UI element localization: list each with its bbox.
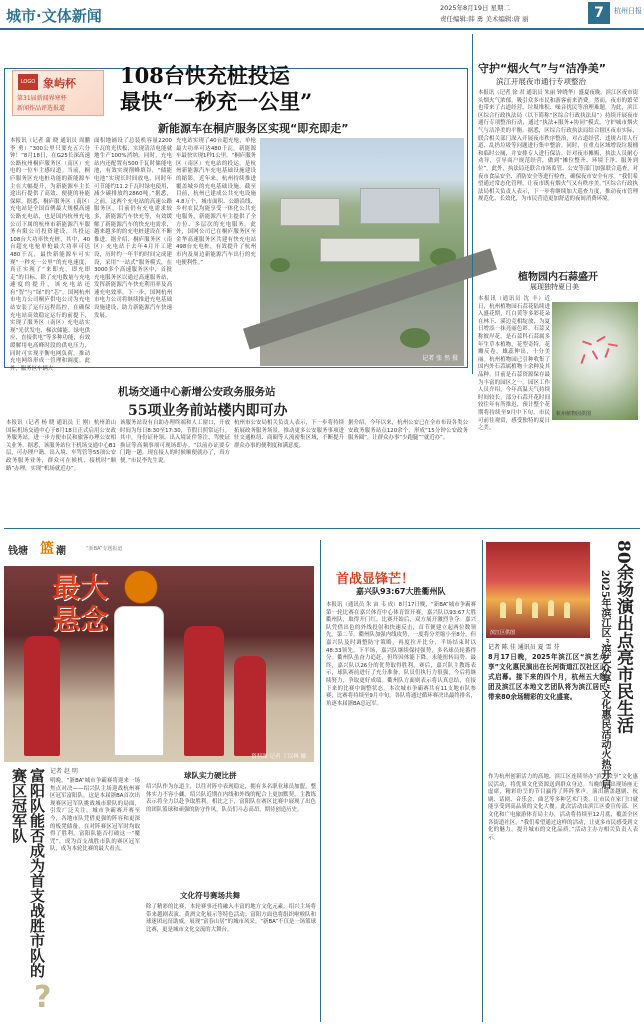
lead-title-line1: 108台快充桩投运 <box>120 63 290 88</box>
page-header <box>0 0 644 30</box>
badge-logo-icon: LOGO <box>18 74 38 90</box>
date-line: 2025年8月19日 星期二 <box>440 4 511 12</box>
kicker-qiantang: 钱塘 <box>8 546 28 557</box>
kicker-special: “新BA”专题报道 <box>86 546 123 552</box>
performance-photo <box>486 542 590 638</box>
paper-name: 杭州日报 <box>614 7 642 15</box>
section-divider <box>4 528 640 529</box>
basketball-reporter: 记者 赵 明 <box>50 768 78 775</box>
award-badge <box>12 70 104 116</box>
night-market-title: 守护“烟火气”与“洁净美” <box>478 62 606 75</box>
kicker-chao: 潮 <box>56 546 66 557</box>
lead-subtitle: 新能源车在桐庐服务区实现“即充即走” <box>158 122 349 135</box>
section-title: 城市·文体新闻 <box>6 7 102 25</box>
airport-column-1: 本报讯（记者 杨 晓 通讯员 王 刚）杭州萧山国际机场交通中心于8月18日正式启用公安政务服务站，进一步方便市民和旅客办理公安相关业务。据悉，该服务站位于机场交通中心B1层，可办理户籍、出入境、车驾管等55项公安政务服务业务，群众可在候机、接机时“顺路”办理，实现“机场就近办”。 <box>6 420 116 472</box>
basketball-mid-column-1: 绍兴队作为东道主，以往对阵中表现稳定，拥有多名职业球员加盟，整体实力不容小觑。绍兴队近期在内线和外线的配合上更加默契，主教练表示将全力以赴争取胜利。相比之下，富阳队在赛区比赛中展现了出色的团队篮球和顽强的防守作风，队员们斗志高昂，期待创造历史。 <box>146 784 316 813</box>
badge-line2: 新闻作品评选报道 <box>17 105 66 112</box>
photo-caption: 记者 张 然 摄 <box>422 355 458 362</box>
basketball-mid-column-2: 除了精彩的比赛，本轮赛事还将融入丰富的地方文化元素。绍兴主场将带来越剧表演、黄酒文化展示等特色活动；富阳方面也将组织啦啦队和球迷团远征助威，展现“富春山居”的城市风采。“新BA”不仅是一场篮球比赛，更是城市文化交流的大舞台。 <box>146 904 316 933</box>
basketball-sub1-title: 球队实力硬比拼 <box>184 771 237 780</box>
first-win-body: 本报讯（通讯员 朱 宙 韦 成）8月17日晚，“新BA”城市争霸赛第一轮比赛在嘉兴体育中心体育馆开赛，嘉兴队以93:67大胜衢州队，取得开门红。比赛开始后，双方展开激烈争夺。嘉兴队凭借出色的外线投射和快速反击，首节便建立起两位数领先。第二节，衢州队加强内线攻势，一度将分差缩小至8分，但嘉兴队及时调整防守策略，再度拉开比分，半场结束时以48:33领先。下半场，嘉兴队继续保持强势，多名球员轮番得分。衢州队虽奋力追赶，但终因体能下降，未能扭转局势。最终，嘉兴队以26分的优势取得胜利。赛后，嘉兴队主教练表示，球队赛前进行了充分准备，队员们执行力很强，今后将继续努力，争取更好成绩。衢州队方面则表示将认真总结，在接下来的比赛中调整状态。本次城市争霸赛共有11支地市队参赛，比赛将持续至9月中旬。各队将通过循环赛决出最终排名，角逐本届浙BA总冠军。 <box>326 602 476 707</box>
performance-subtitle: 2025年滨江区“滨艺众享”文化惠民活动火热开启 <box>599 570 610 790</box>
basketball-icon <box>124 570 158 604</box>
night-market-body: 本报讯（记者 徐 君 通讯员 朱丽 钟晓华）盛夏夜晚，滨江区夜市街头烟火气浓郁，吸引众多市民和游客前来消费。然而，夜市的繁荣也带来了占道经营、垃圾堆积、噪音扰民等治理难题。为此，滨江区综合行政执法局（以下简称“区综合行政执法局”）持续开展夜市通行专项整治行动，通过“执法+服务+协同”模式，守护城市烟火气与洁净美的平衡。据悉，区综合行政执法局结合辖区夜市实际，联合相关部门深入开展夜市秩序整治，对占道经营、违规占用人行道、乱扔垃圾等问题进行集中整治。同时，在重点区域增设垃圾桶和临时公厕，并安排专人进行保洁。针对夜市摊贩，执法人员耐心劝导，引导商户规范经营，做到“摊位整齐、环境干净、服务到位”。此外，执法局还联合市场监管、公安等部门加强联合巡查，对夜市食品安全、消防安全等进行检查，确保夜市安全有序。“我们希望通过常态化管理，让夜市既有烟火气又有秩序美。”区综合行政执法局相关负责人表示，下一步将继续加大巡查力度，推动夜市管理规范化、长效化，为市民营造更加舒适的夜间消费环境。 <box>478 90 638 203</box>
lycoris-photo <box>552 302 638 420</box>
lead-column-3: 充电站实现了40台超充枪，单枪最大功率可达480千瓦，新能源车最快实现1秒1公里。“桐庐服务区（南区）充电站的投运，是杭州新能源汽车充电基础设施建设的缩影。近年来，杭州持续推进覆盖城乡的充电基础设施，截至目前，杭州已建成公共充电设施4.8万个，城市面积、公路沿线、乡村农民均能享受一体化公共充电服务，新能源汽车主提供了全方位、多层次的充电服务。此外，国网公司已在桐庐服务区至金华高速服务区共建有快充电站498台充电桩，有效提升了杭州市内及周边新能源汽车出行的充电便利性。” <box>176 138 256 266</box>
page-number: 7 <box>588 2 610 24</box>
lycoris-title: 植物园内石蒜盛开 <box>518 272 598 283</box>
lead-column-1: 本报讯（记者 蒲 晓 通讯员 周鹏 李 勇）“300公里只要充五六分钟！”8月18日，在G25长深高速公路杭州桐庐服务区（南区）充电的一位车主感叹道。当前，桐庐服务区充电桩功能的新能源车主在大幅提升，为新能源车主长途出行提供了高效、便捷的补能保障。据悉，桐庐服务区（南区）充电站是全国首例最大规模高速公路充电站，也是国内杭州充电公司下属的杭州市新能源汽车服务有限公司投资建设，共投运108台大功率快充桩，其中，40台超充电枪单枪最大功率可达480千瓦，最快新能源车可实现“一秒充一公里”的充电速度，真正实现了“来即充，即充即走”的目标。除了充电数量与充电速度的提升，该充电站还有“智”与“绿”的“芯”。国网杭州市电力公司桐庐供电公司为充电站安装了运行远程监控，在确保充电站高效稳定运行的前提下，实现了服务区（南区）充电站实现“光伏发电、梯次储能、绿电供应、直接供电”等多种功能，有效缓解用电高峰时段的供电压力，同时可实现平衡电网负荷，推动充电网络形成一管理和调度。此外，服务区车辆大 <box>10 138 90 372</box>
big-suspense-text: 最大悬念 <box>52 571 109 636</box>
basketball-photo-caption: 资料图 记者 丁以琪 摄 <box>251 754 306 760</box>
kicker-lan: 篮 <box>40 541 54 557</box>
performance-reporter: 记者 陈 佳 通讯员 夏 雪 芬 <box>488 644 560 651</box>
charging-station-photo <box>260 138 464 366</box>
editor-line: 责任编辑:韩 勇 美术编辑:唐 丽 <box>440 15 529 23</box>
badge-line1: 第31届新闻界寒杯 <box>17 95 67 102</box>
basketball-kicker <box>4 534 154 562</box>
airport-kicker: 机场交通中心新增公安政务服务站 <box>118 386 276 398</box>
lead-title-line2: 最快“一秒充一公里” <box>120 89 313 114</box>
lycoris-subtitle: 展现独特夏日美 <box>530 283 579 291</box>
performance-lead: 8月17日晚，2025年滨江区“滨艺众享”文化惠民演出在长河街道江汉社区正式启幕。接下来的四个月，杭州五大院团及滨江区本地文艺团队将为滨江居民带来80余场精彩的文化盛宴。 <box>488 653 606 701</box>
basketball-photo <box>4 566 314 762</box>
basketball-left-column: 明晚，“浙BA”城市争霸赛将迎来一场焦点对决——绍兴队主场迎战杭州赛区冠军富阳队。这是本届浙BA首次出现赛区冠军队挑战城市联队的局面，引发广泛关注。城市争霸赛开赛至今，各地市队凭借更强的阵容和更深的板凳储备，在对阵赛区冠军时均取得了胜利。富阳队能否打破这一“魔咒”，成为首支战胜市队的赛区冠军队，成为本轮比赛的最大看点。 <box>50 778 140 853</box>
airport-column-2: 该服务站设有自助办理终端和人工窗口，开放时间为每日8:30至17:30，节假日照常运行。其中，身份证补领、出入境证件签注、驾驶证换证等高频事项可现场即办。“以前办证要专门跑一趟，现在接人的时候顺便就办了，真方便。”市民李先生说。 <box>120 420 230 464</box>
basketball-sub2-title: 文化符号赛场共舞 <box>180 891 240 900</box>
lead-column-2: 面积地铺设了总装机容量2200千瓦的光伏板，实现清洁电能就地生产100%消纳。同时，充电站内还配置有500千瓦时储能电池，有效实现削峰填谷，“储能电池”实现长时间放电，同时年可节能约11.2千瓦时绿电使用，减少碳排放约2860吨。”据悉，之前，这两个充电站的高速公路服务区，目前仍有充电需求较多，新能源汽车快充等，有效缓解了新能源汽车的快充电需求，越来越多的的充电桩建设在不断推进。据介绍，桐庐服务区（南区）充电站于去年4月开工建设，历时约一年半的时间完成建设，采用“一站式”服务模式，在3000多个高速服务区中，首批充电服务区以通过高速服务站，发挥新能源汽车快充利用率及高速充电效率。下一步，国网杭州市电力公司将继续推进充电基础设施建设，助力新能源汽车快速发展。 <box>94 138 172 319</box>
airport-column-4: 据介绍，今年以来，杭州公安已在全市布设各类公安政务服务站点120余个，形成“15分钟公安政务服务圈”，让群众办事“少跑腿”“就近办”。 <box>348 420 468 442</box>
airport-column-3: 杭州市公安局相关负责人表示，下一步将持续拓展政务服务场景，推动更多公安服务事项进驻交通枢纽、商圈等人流密集区域，不断提升群众办事的便利度和满意度。 <box>234 420 344 449</box>
performance-body: 作为杭州创新活力的高地，滨江区连续举办“滨艺众享”文化惠民活动，将优质文化资源送到群众身边。当晚的演出现场座无虚席，精彩纷呈的节目赢得了阵阵掌声。演出涵盖越剧、杭剧、话剧、音乐会、曲艺等多种艺术门类，让市民在家门口就能享受到高品质的文化大餐。此次活动由滨江区委宣传部、区文化和广电旅游体育局主办，活动将持续至12月底，覆盖全区各街道社区。“我们希望通过这样的活动，让更多市民感受到文化的魅力，提升城市的文化品质。”活动主办方相关负责人表示。 <box>488 774 638 841</box>
performance-title: 80余场演出点亮市民生活 <box>613 540 633 734</box>
airport-title: 55项业务前站楼内即可办 <box>128 403 288 419</box>
column-divider <box>482 540 483 1022</box>
flower-photo-caption: 杭州植物园供图 <box>556 411 592 417</box>
night-market-subtitle: 滨江开展夜市通行专项整治 <box>496 77 586 86</box>
column-divider <box>320 540 321 1022</box>
performance-photo-caption: 滨江区供图 <box>490 630 516 636</box>
column-divider <box>472 34 473 374</box>
lycoris-body: 本报讯（通讯员 沈 丰）近日，杭州植物园石蒜花陆续进入盛花期，红白黄等多彩花朵在林下、溪边竞相绽放，为夏日增添一抹亮丽色彩。石蒜又称彼岸花，是石蒜科石蒜属多年生草本植物，花型奇特，花瓣反卷，雄蕊伸出，十分美丽。杭州植物园已引种收集了国内外石蒜属植物十余种及其品种，目前是石蒜资源保存最为丰富的园区之一。园区工作人员介绍，今年高温天气持续时间较长，部分石蒜开花时间较往年有所推迟，预计整个花期将持续至9月中下旬。市民可前往观赏，感受独特的夏日之美。 <box>478 296 550 432</box>
first-win-subtitle: 嘉兴队93:67大胜衢州队 <box>356 587 446 596</box>
question-mark-icon: ? <box>34 980 52 1015</box>
basketball-vertical-title: 富阳队能否成为首支战胜市队的赛区冠军队 <box>10 768 46 978</box>
first-win-title: 首战显锋芒！ <box>336 572 415 587</box>
badge-title: 象屿杯 <box>43 77 76 90</box>
